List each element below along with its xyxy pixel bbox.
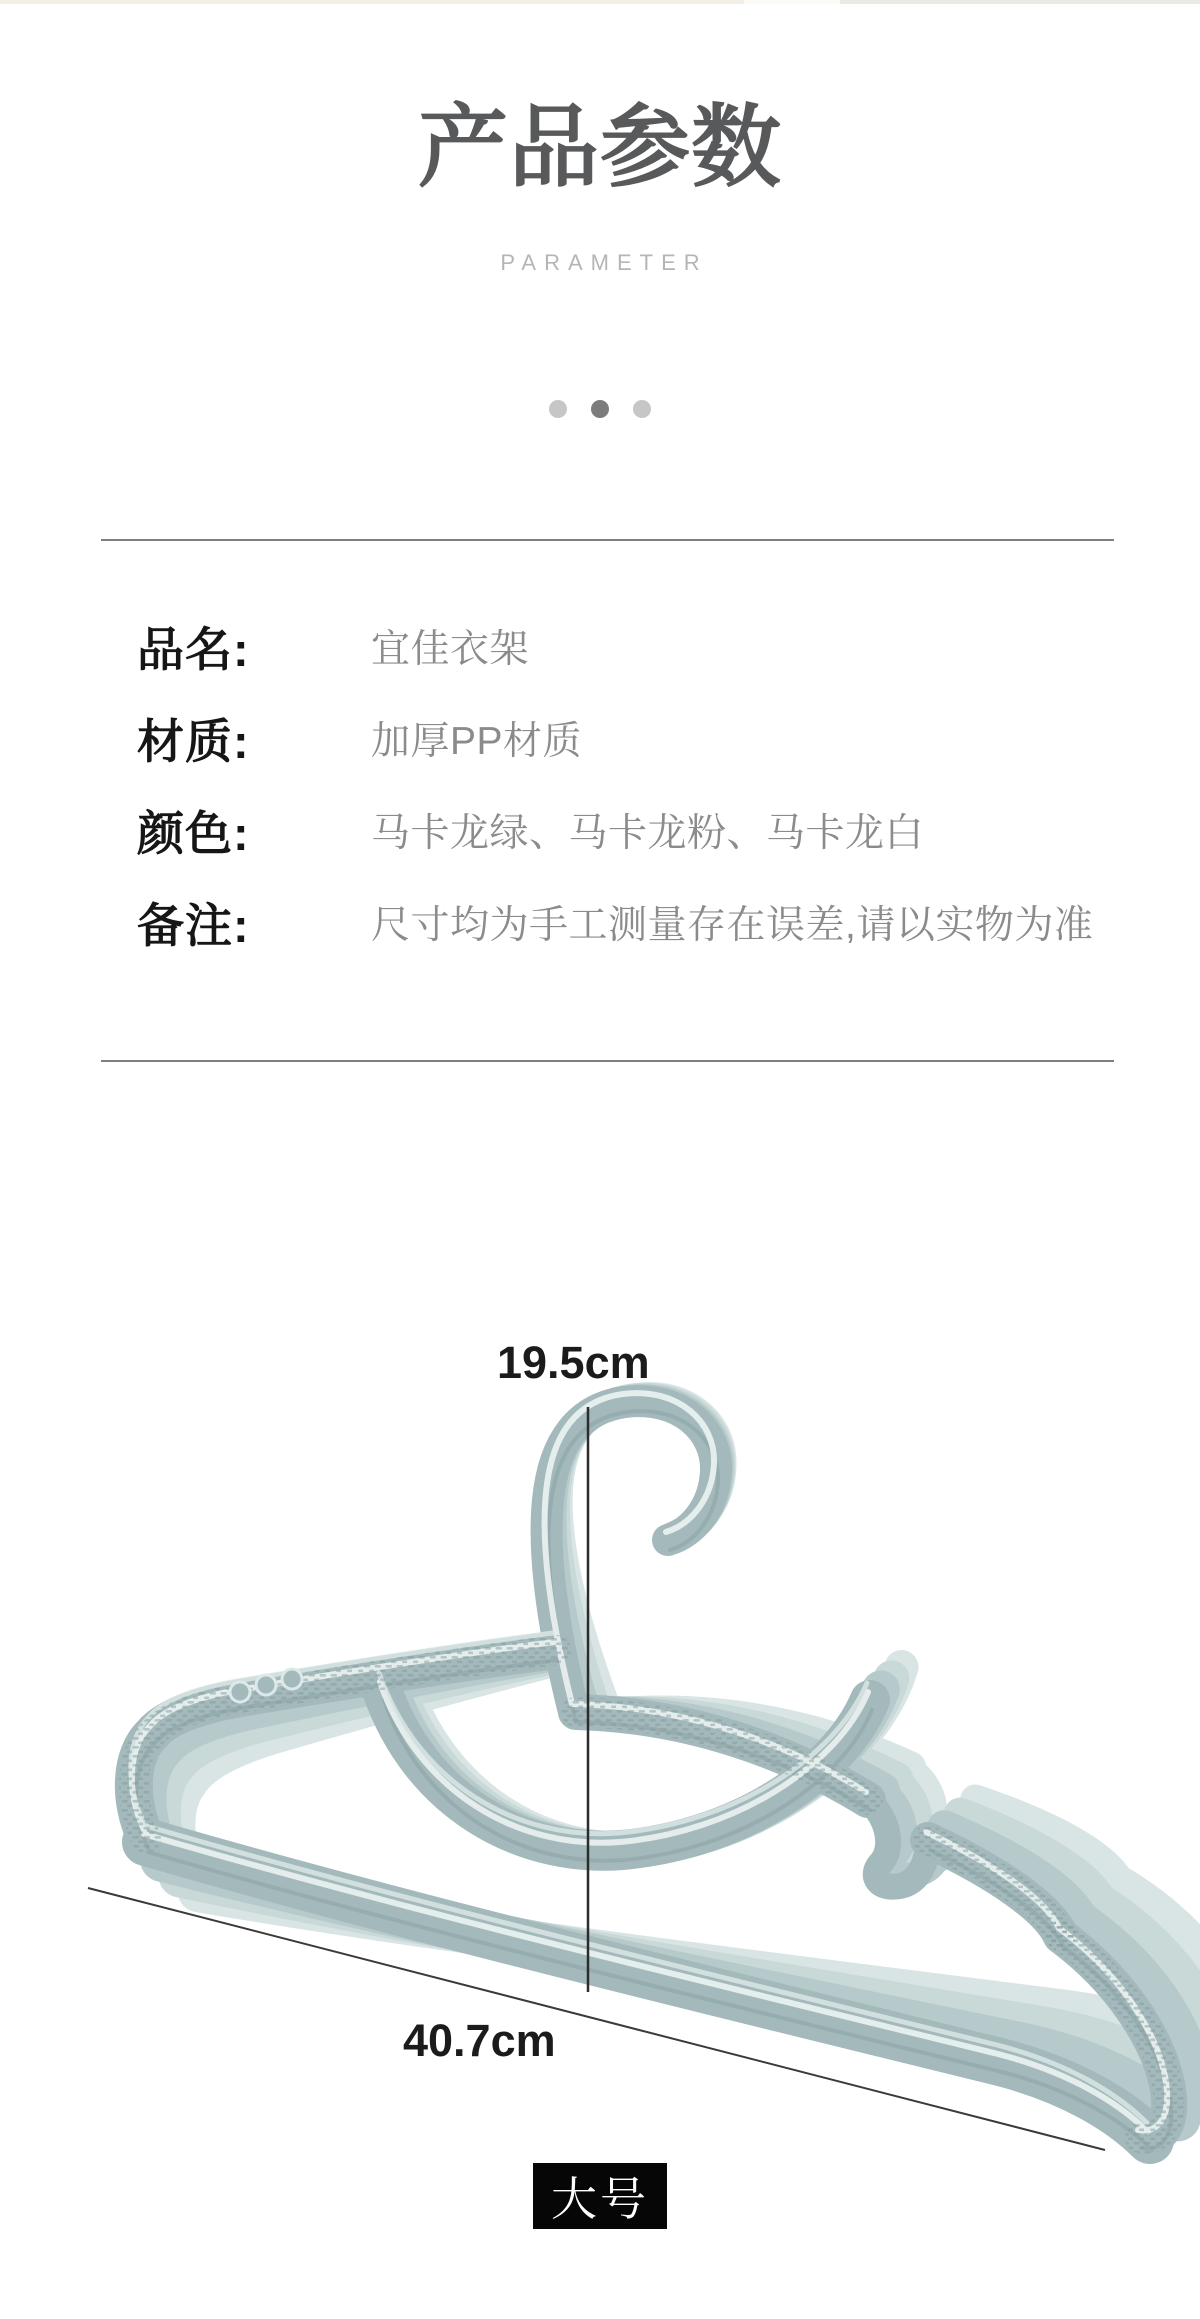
page-subtitle: PARAMETER	[500, 250, 708, 275]
divider-line-top	[101, 539, 1114, 541]
parameter-table	[137, 600, 1117, 968]
size-tag-badge: 大号	[533, 2163, 667, 2229]
product-photo-hanger	[0, 1340, 1200, 2260]
divider-line-bottom	[101, 1060, 1114, 1062]
param-label: 品名:	[137, 622, 250, 676]
image-stitch-strip	[0, 0, 1200, 4]
param-label: 备注:	[137, 898, 250, 952]
table-row	[137, 876, 1117, 968]
table-row	[137, 784, 1117, 876]
decorative-dots	[0, 400, 1200, 418]
page-title: 产品参数	[418, 98, 782, 198]
param-label: 材质:	[137, 714, 250, 768]
dot-icon	[549, 400, 567, 418]
height-dimension-label: 19.5cm	[497, 1337, 650, 1388]
width-dimension-label: 40.7cm	[403, 2015, 556, 2066]
dot-icon	[633, 400, 651, 418]
param-value: 加厚PP材质	[371, 720, 583, 763]
dot-icon	[591, 400, 609, 418]
table-row	[137, 692, 1117, 784]
param-label: 颜色:	[137, 806, 250, 860]
param-value: 马卡龙绿、马卡龙粉、马卡龙白	[371, 812, 925, 855]
param-value: 宜佳衣架	[371, 628, 530, 671]
table-row	[137, 600, 1117, 692]
param-value: 尺寸均为手工测量存在误差,请以实物为准	[371, 904, 1094, 947]
